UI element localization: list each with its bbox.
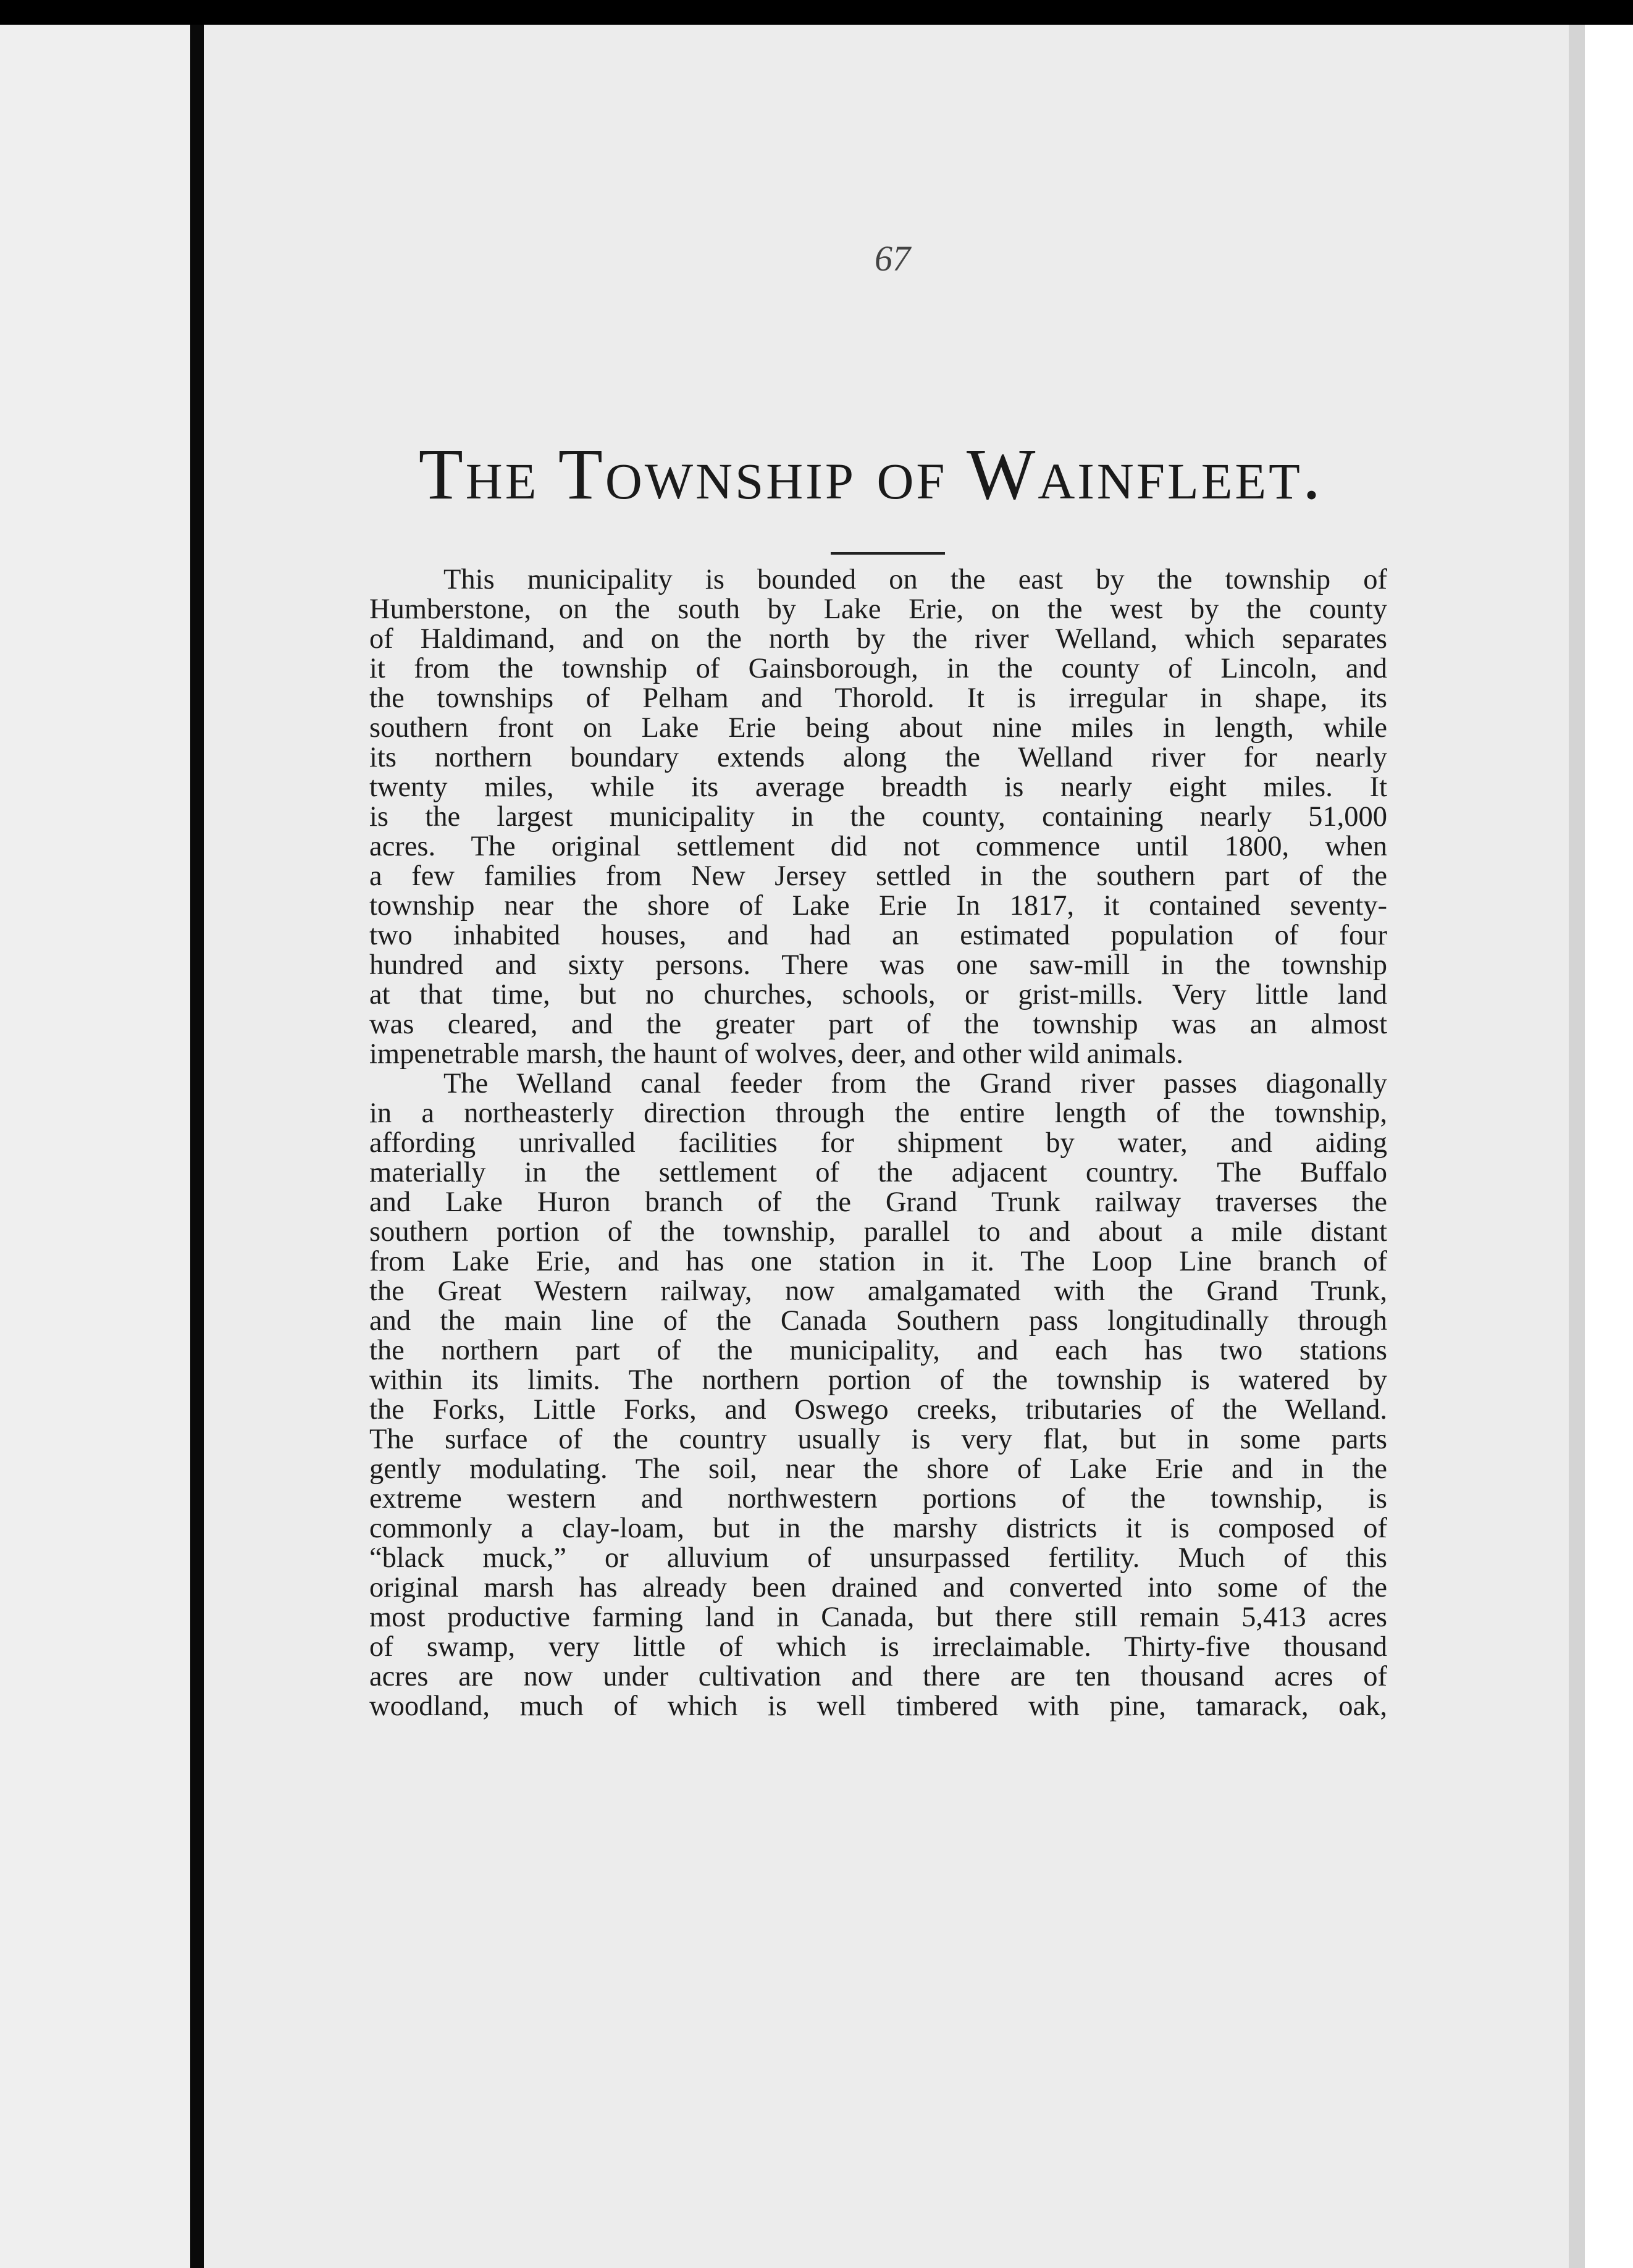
text-line: southern front on Lake Erie being about nine miles in length, while (369, 712, 1387, 744)
text-line: it from the township of Gainsborough, in the county of Lincoln, and (369, 653, 1387, 684)
text-line: within its limits. The northern portion of the township is watered by (369, 1364, 1387, 1396)
text-line: The surface of the country usually is very flat, but in some parts (369, 1424, 1387, 1455)
text-line: in a northeasterly direction through the entire length of the township, (369, 1098, 1387, 1129)
text-line: impenetrable marsh, the haunt of wolves, deer, and other wild animals. (369, 1038, 1183, 1070)
scan-top-edge (0, 0, 1633, 25)
text-line: most productive farming land in Canada, but there still remain 5,413 acres (369, 1602, 1387, 1633)
text-line: The Welland canal feeder from the Grand river passes diagonally (443, 1068, 1387, 1099)
text-line: acres. The original settlement did not commence until 1800, when (369, 831, 1387, 862)
text-line: Humberstone, on the south by Lake Erie, on the west by the county (369, 594, 1387, 625)
text-line: at that time, but no churches, schools, or grist-mills. Very little land (369, 979, 1387, 1010)
text-line: its northern boundary extends along the Welland river for nearly (369, 742, 1387, 773)
page-edge-shadow (1569, 25, 1585, 2268)
scan-right-margin (1585, 25, 1633, 2268)
text-line: commonly a clay-loam, but in the marshy districts it is composed of (369, 1513, 1387, 1544)
text-line: and the main line of the Canada Southern pass longitudinally through (369, 1305, 1387, 1337)
text-line: of Haldimand, and on the north by the river Welland, which separates (369, 623, 1387, 655)
text-line: affording unrivalled facilities for shipment by water, and aiding (369, 1127, 1387, 1159)
text-line: was cleared, and the greater part of the township was an almost (369, 1009, 1387, 1040)
text-line: acres are now under cultivation and there are ten thousand acres of (369, 1661, 1387, 1692)
text-line: gently modulating. The soil, near the shore of Lake Erie and in the (369, 1453, 1387, 1485)
text-line: from Lake Erie, and has one station in it. The Loop Line branch of (369, 1246, 1387, 1277)
text-line: of swamp, very little of which is irreclaimable. Thirty-five thousand (369, 1631, 1387, 1663)
text-line: “black muck,” or alluvium of unsurpassed fertility. Much of this (369, 1542, 1387, 1574)
text-line: the townships of Pelham and Thorold. It is irregular in shape, its (369, 682, 1387, 714)
facing-page-edge (0, 25, 190, 2268)
text-line: southern portion of the township, parallel to and about a mile distant (369, 1216, 1387, 1248)
book-gutter (190, 25, 204, 2268)
title-rule (831, 552, 945, 555)
text-line: the Forks, Little Forks, and Oswego creeks, tributaries of the Welland. (369, 1394, 1387, 1426)
text-line: township near the shore of Lake Erie In 1817, it contained seventy- (369, 890, 1387, 922)
text-line: two inhabited houses, and had an estimated population of four (369, 920, 1387, 951)
page-number: 67 (875, 238, 910, 279)
page-title: The Township of Wainfleet. (418, 434, 1324, 514)
text-line: the northern part of the municipality, and each has two stations (369, 1335, 1387, 1366)
text-line: materially in the settlement of the adjacent country. The Buffalo (369, 1157, 1387, 1188)
text-line: extreme western and northwestern portions of the township, is (369, 1483, 1387, 1514)
text-line: the Great Western railway, now amalgamated with the Grand Trunk, (369, 1275, 1387, 1307)
text-line: woodland, much of which is well timbered with pine, tamarack, oak, (369, 1690, 1387, 1722)
text-line: original marsh has already been drained and converted into some of the (369, 1572, 1387, 1603)
text-line: hundred and sixty persons. There was one saw-mill in the township (369, 949, 1387, 981)
text-line: a few families from New Jersey settled in the southern part of the (369, 860, 1387, 892)
text-line: twenty miles, while its average breadth is nearly eight miles. It (369, 771, 1387, 803)
text-line: and Lake Huron branch of the Grand Trunk railway traverses the (369, 1186, 1387, 1218)
body-text (369, 565, 1387, 1721)
text-line: This municipality is bounded on the east by the township of (443, 564, 1387, 595)
text-line: is the largest municipality in the county, containing nearly 51,000 (369, 801, 1387, 833)
